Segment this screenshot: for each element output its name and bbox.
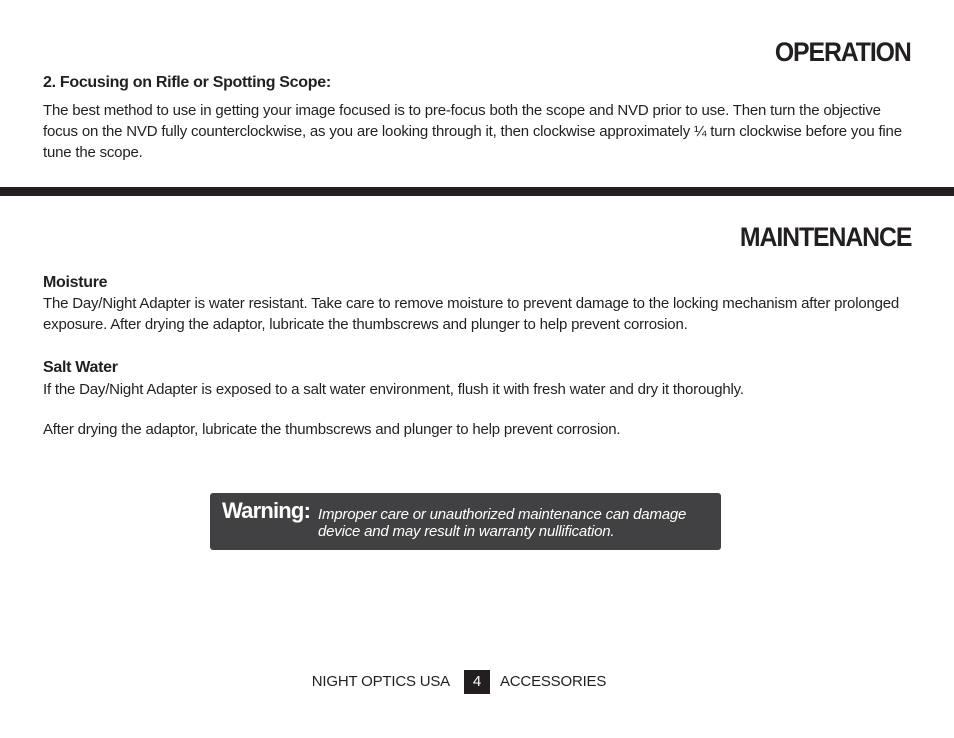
footer-brand: NIGHT OPTICS USA [311, 673, 450, 690]
warning-label: Warning: [222, 498, 311, 523]
moisture-paragraph: The Day/Night Adapter is water resistant. Take care to remove moisture to prevent damage to the locking mechanism after prolonged exposure. After drying the adaptor, lubricate the thumbscrews and plunger to help prevent corrosion. [43, 295, 900, 333]
after-drying-paragraph: After drying the adaptor, lubricate the thumbscrews and plunger to help prevent corrosion. [43, 421, 621, 438]
salt-water-paragraph: If the Day/Night Adapter is exposed to a salt water environment, flush it with fresh water and dry it thoroughly. [43, 381, 744, 398]
page-number: 4 [464, 670, 490, 694]
section-divider [0, 187, 954, 196]
footer-section: ACCESSORIES [500, 673, 607, 690]
focusing-subheading: 2. Focusing on Rifle or Spotting Scope: [43, 74, 331, 91]
warning-text: Improper care or unauthorized maintenance can damage device and may result in warranty nullification. [318, 506, 687, 540]
focusing-paragraph: The best method to use in getting your image focused is to pre-focus both the scope and NVD prior to use. Then turn the objective focus on the NVD fully counterclockwise, as you are looking through it, then clockwise approximately ¼ turn clockwise before you fine tune the scope. [43, 102, 902, 161]
maintenance-title: MAINTENANCE [739, 222, 911, 252]
warning-box [210, 493, 721, 550]
page-footer [0, 670, 954, 694]
moisture-heading: Moisture [43, 274, 108, 291]
operation-title: OPERATION [775, 37, 911, 67]
salt-water-heading: Salt Water [43, 359, 118, 376]
